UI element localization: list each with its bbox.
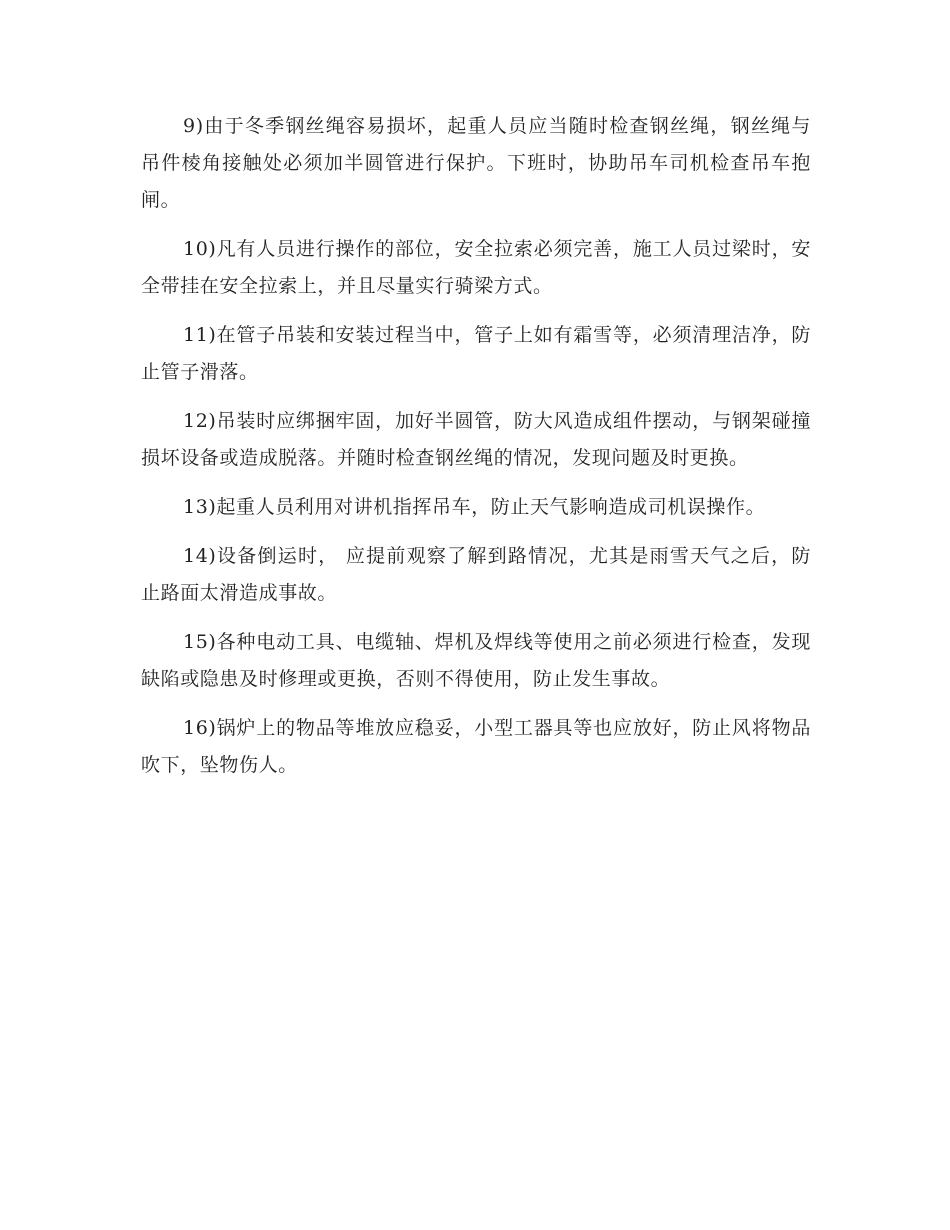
paragraph-item-15: 15)各种电动工具、电缆轴、焊机及焊线等使用之前必须进行检查，发现缺陷或隐患及时修理或更换，否则不得使用，防止发生事故。 (141, 631, 811, 690)
paragraph-item-12: 12)吊装时应绑捆牢固，加好半圆管，防大风造成组件摆动，与钢架碰撞损坏设备或造成脱落。并随时检查钢丝绳的情况，发现问题及时更换。 (141, 410, 811, 469)
paragraph-item-14: 14)设备倒运时， 应提前观察了解到路情况，尤其是雨雪天气之后，防止路面太滑造成事故。 (141, 545, 811, 604)
document-body (141, 108, 811, 796)
paragraph-item-10: 10)凡有人员进行操作的部位，安全拉索必须完善，施工人员过梁时，安全带挂在安全拉索上，并且尽量实行骑梁方式。 (141, 238, 811, 297)
paragraph-item-11: 11)在管子吊装和安装过程当中，管子上如有霜雪等，必须清理洁净，防止管子滑落。 (141, 324, 811, 383)
paragraph-item-13: 13)起重人员利用对讲机指挥吊车，防止天气影响造成司机误操作。 (183, 496, 766, 518)
paragraph-item-16: 16)锅炉上的物品等堆放应稳妥，小型工器具等也应放好，防止风将物品吹下，坠物伤人。 (141, 717, 811, 776)
paragraph-item-9: 9)由于冬季钢丝绳容易损坏，起重人员应当随时检查钢丝绳，钢丝绳与吊件棱角接触处必须加半圆管进行保护。下班时，协助吊车司机检查吊车抱闸。 (141, 115, 811, 211)
